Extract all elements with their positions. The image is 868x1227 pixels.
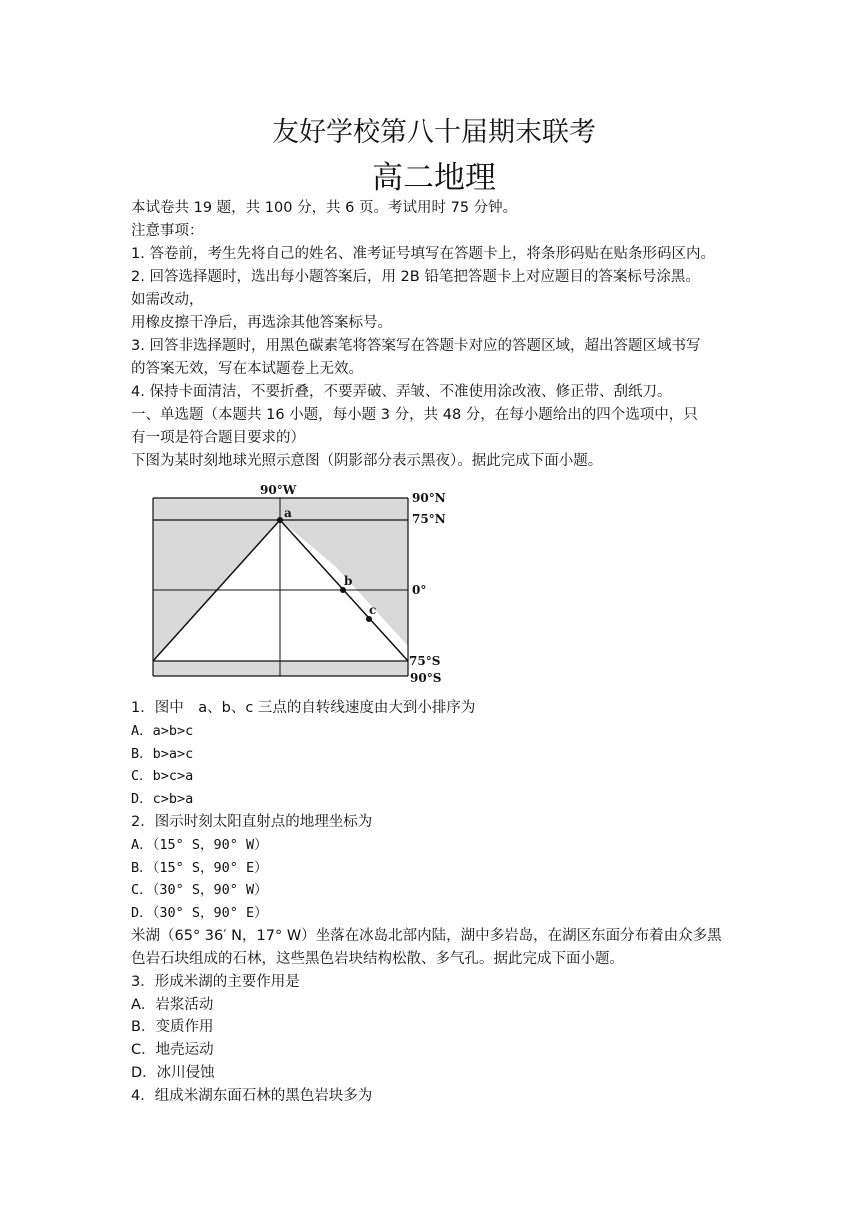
question-2-stem: 2．图示时刻太阳直射点的地理坐标为 <box>131 814 373 830</box>
point-b-label: b <box>344 574 353 588</box>
question-1-option: B．b>a>c <box>131 746 194 762</box>
figure-intro: 下图为某时刻地球光照示意图（阴影部分表示黑夜）。据此完成下面小题。 <box>131 453 603 469</box>
question-2-option: A．（15° S，90° W） <box>131 837 268 853</box>
exam-summary: 本试卷共 19 题，共 100 分，共 6 页。考试用时 75 分钟。 <box>131 200 518 216</box>
question-2-option: B．（15° S，90° E） <box>131 860 268 876</box>
question-3-option: A．岩浆活动 <box>131 997 214 1013</box>
notice-line: 3. 回答非选择题时，用黑色碳素笔将答案写在答题卡对应的答题区域，超出答题区域书写 <box>131 338 701 354</box>
lat-label-75s: 75°S <box>409 654 441 668</box>
meridian-label: 90°W <box>260 483 297 497</box>
question-3-stem: 3．形成米湖的主要作用是 <box>131 974 300 990</box>
notice-line: 如需改动， <box>131 292 204 308</box>
notice-line: 用橡皮擦干净后，再选涂其他答案标号。 <box>131 315 392 331</box>
lat-label-eq: 0° <box>412 583 427 597</box>
question-2-option: C．（30° S，90° W） <box>131 882 268 898</box>
question-1-stem: 1．图中 a、b、c 三点的自转线速度由大到小排序为 <box>131 700 476 716</box>
earth-illumination-diagram <box>140 483 480 688</box>
notice-line: 4. 保持卡面清洁，不要折叠，不要弄破、弄皱、不准使用涂改液、修正带、刮纸刀。 <box>131 384 672 400</box>
notice-line: 2. 回答选择题时，选出每小题答案后，用 2B 铅笔把答题卡上对应题目的答案标号涂黑。 <box>131 269 700 285</box>
question-4-stem: 4．组成米湖东面石林的黑色岩块多为 <box>131 1088 373 1104</box>
question-1-option: A．a>b>c <box>131 723 194 739</box>
lat-label-90s: 90°S <box>410 671 442 685</box>
notice-line: 1. 答卷前，考生先将自己的姓名、准考证号填写在答题卡上，将条形码贴在贴条形码区内。 <box>131 246 715 262</box>
question-1-option: C．b>c>a <box>131 768 194 784</box>
section-title-cont: 有一项是符合题目要求的） <box>131 430 305 446</box>
point-a-label: a <box>284 506 292 520</box>
question-1-option: D．c>b>a <box>131 791 194 807</box>
subject-title: 高二地理 <box>372 160 496 196</box>
point-a <box>277 517 283 523</box>
passage-2-line: 米湖（65° 36′ N，17° W）坐落在冰岛北部内陆，湖中多岩岛，在湖区东面分布着由众多黑 <box>131 928 722 944</box>
lat-label-75n: 75°N <box>412 512 446 526</box>
school-exam-title: 友好学校第八十届期末联考 <box>272 117 596 148</box>
question-2-option: D．（30° S，90° E） <box>131 905 268 921</box>
lat-label-90n: 90°N <box>412 491 446 505</box>
question-3-option: B．变质作用 <box>131 1019 214 1035</box>
passage-2-line: 色岩石块组成的石林，这些黑色岩块结构松散、多气孔。据此完成下面小题。 <box>131 951 624 967</box>
notice-line: 的答案无效，写在本试题卷上无效。 <box>131 361 363 377</box>
section-title: 一、单选题（本题共 16 小题，每小题 3 分，共 48 分，在每小题给出的四个选项中，只 <box>131 407 698 423</box>
question-3-option: C．地壳运动 <box>131 1042 214 1058</box>
notice-heading: 注意事项： <box>131 223 204 239</box>
question-3-option: D．冰川侵蚀 <box>131 1065 215 1081</box>
point-c-label: c <box>369 603 377 617</box>
